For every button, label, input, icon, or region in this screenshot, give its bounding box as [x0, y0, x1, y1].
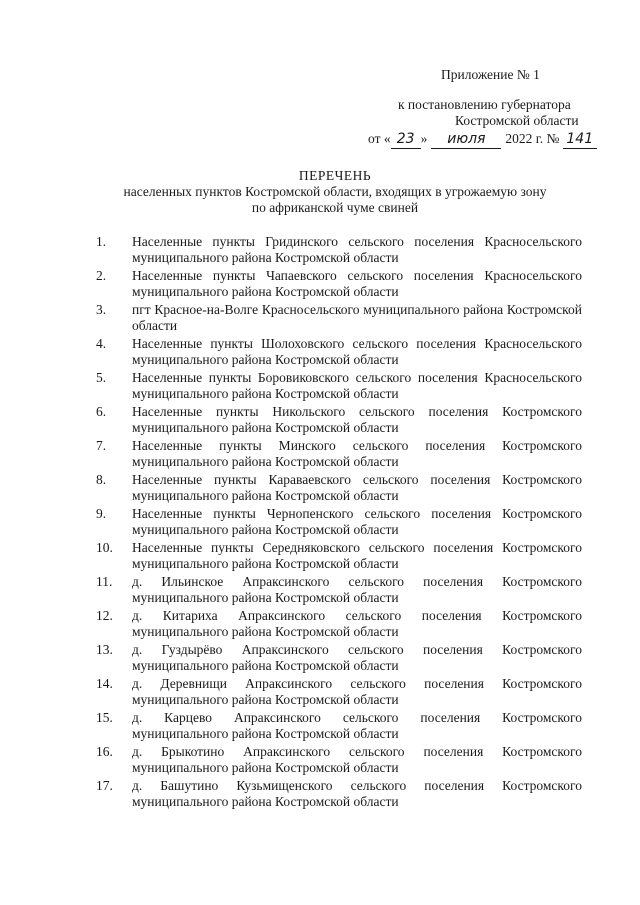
date-mid: »: [420, 131, 428, 146]
list-item-number: 8.: [96, 472, 107, 487]
list-item: [96, 540, 582, 574]
list-item-text: Населенные пункты Чернопенского сельского поселения Костромского муниципального района Костромской области: [132, 506, 582, 537]
date-prefix: от «: [368, 131, 391, 146]
date-line: [368, 130, 597, 149]
list-item-text: д. Деревнищи Апраксинского сельского поселения Костромского муниципального района Костромской области: [132, 676, 582, 707]
list-item-text: Населенные пункты Минского сельского поселения Костромского муниципального района Костромской области: [132, 438, 582, 469]
settlements-list: [96, 234, 582, 812]
list-item-number: 3.: [96, 302, 107, 317]
list-item: [96, 404, 582, 438]
document-subtitle-line-2: по африканской чуме свиней: [251, 200, 419, 215]
document-number-handwritten: 141: [563, 131, 597, 149]
list-item-text: Населенные пункты Шолоховского сельского поселения Красносельского муниципального района Костромской области: [132, 336, 582, 367]
list-item: [96, 234, 582, 268]
list-item: [96, 642, 582, 676]
list-item-number: 2.: [96, 268, 107, 283]
list-item-text: Населенные пункты Боровиковского сельского поселения Красносельского муниципального района Костромской области: [132, 370, 582, 401]
date-day-handwritten: 23: [391, 131, 421, 149]
list-item-number: 1.: [96, 234, 107, 249]
document-subtitle-line-1: населенных пунктов Костромской области, входящих в угрожаемую зону: [123, 184, 547, 199]
list-item: [96, 438, 582, 472]
list-item-text: Населенные пункты Чапаевского сельского поселения Красносельского муниципального района Костромской области: [132, 268, 582, 299]
list-item-number: 12.: [96, 608, 113, 623]
list-item-text: д. Брыкотино Апраксинского сельского поселения Костромского муниципального района Костромской области: [132, 744, 582, 775]
date-year: 2022 г. №: [505, 131, 560, 146]
list-item-text: д. Ильинское Апраксинского сельского поселения Костромского муниципального района Костромской области: [132, 574, 582, 605]
date-month-handwritten: июля: [431, 131, 501, 149]
list-item-text: Населенные пункты Караваевского сельского поселения Костромского муниципального района Костромской области: [132, 472, 582, 503]
list-item-text: пгт Красное-на-Волге Красносельского муниципального района Костромской области: [132, 302, 582, 333]
appendix-label: Приложение № 1: [441, 67, 540, 82]
list-item-number: 6.: [96, 404, 107, 419]
list-item-text: Населенные пункты Середняковского сельского поселения Костромского муниципального района Костромской области: [132, 540, 582, 571]
region-label: Костромской области: [455, 113, 579, 128]
list-item-number: 14.: [96, 676, 113, 691]
document-title: ПЕРЕЧЕНЬ: [298, 168, 372, 183]
list-item: [96, 574, 582, 608]
list-item: [96, 506, 582, 540]
list-item-text: д. Башутино Кузьмищенского сельского поселения Костромского муниципального района Костромской области: [132, 778, 582, 809]
list-item: [96, 744, 582, 778]
list-item: [96, 676, 582, 710]
list-item-number: 9.: [96, 506, 107, 521]
list-item-number: 17.: [96, 778, 113, 793]
resolution-reference: к постановлению губернатора: [398, 97, 571, 112]
list-item-number: 16.: [96, 744, 113, 759]
list-item-number: 5.: [96, 370, 107, 385]
list-item-number: 15.: [96, 710, 113, 725]
list-item: [96, 268, 582, 302]
list-item: [96, 778, 582, 812]
list-item: [96, 370, 582, 404]
list-item-text: Населенные пункты Никольского сельского поселения Костромского муниципального района Костромской области: [132, 404, 582, 435]
list-item-text: д. Гуздырёво Апраксинского сельского поселения Костромского муниципального района Костромской области: [132, 642, 582, 673]
list-item-number: 4.: [96, 336, 107, 351]
list-item: [96, 710, 582, 744]
list-item-number: 7.: [96, 438, 107, 453]
list-item: [96, 302, 582, 336]
list-item-number: 13.: [96, 642, 113, 657]
list-item: [96, 608, 582, 642]
list-item-text: д. Китариха Апраксинского сельского поселения Костромского муниципального района Костромской области: [132, 608, 582, 639]
list-item: [96, 336, 582, 370]
list-item-number: 10.: [96, 540, 113, 555]
list-item-text: Населенные пункты Гридинского сельского поселения Красносельского муниципального района Костромской области: [132, 234, 582, 265]
title-block: [100, 168, 570, 216]
list-item-text: д. Карцево Апраксинского сельского поселения Костромского муниципального района Костромской области: [132, 710, 582, 741]
list-item: [96, 472, 582, 506]
list-item-number: 11.: [96, 574, 113, 589]
